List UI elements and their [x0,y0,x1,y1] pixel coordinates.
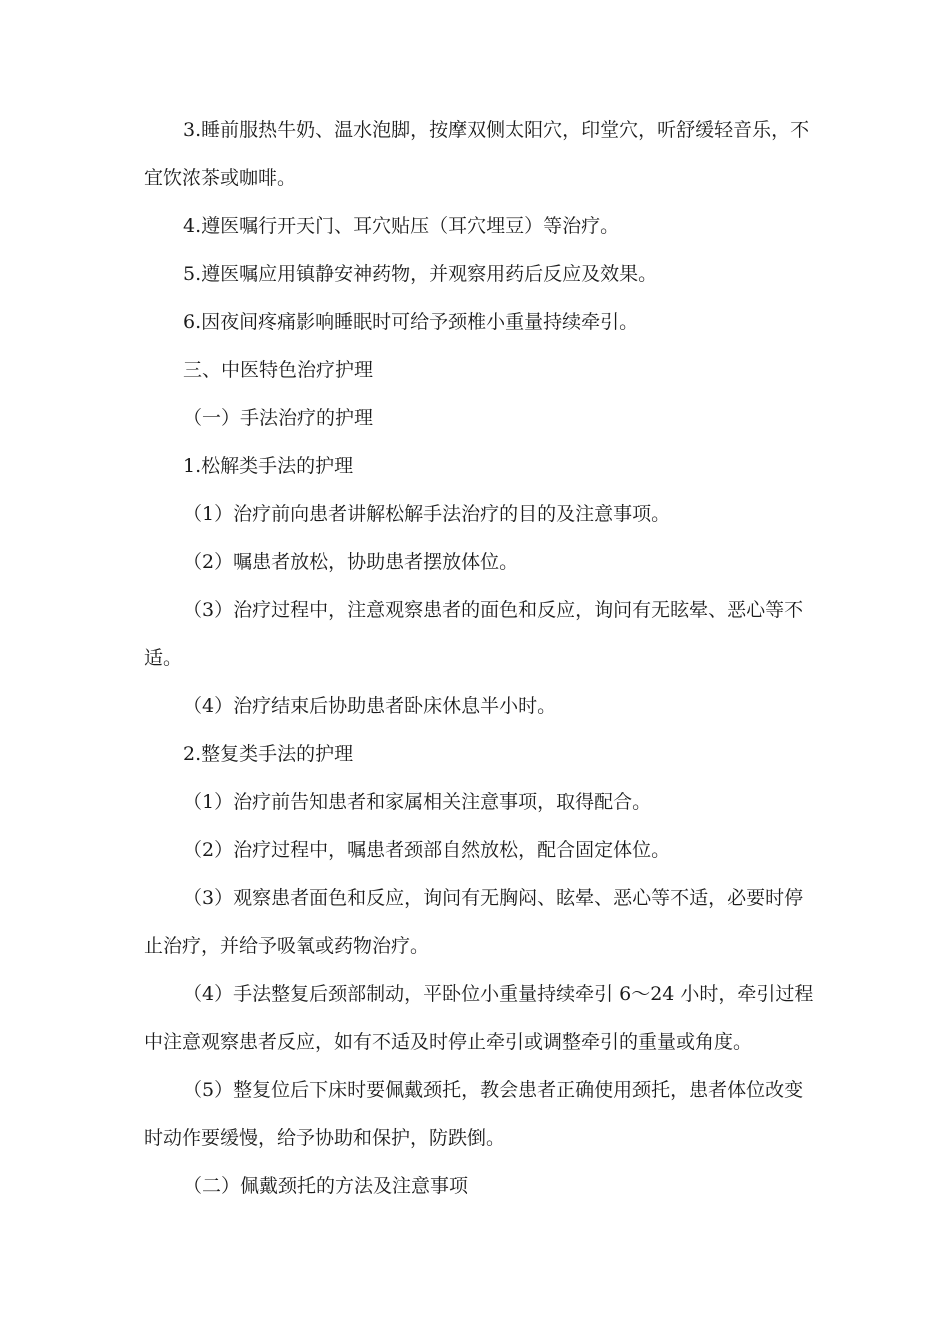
subsection-heading: 2.整复类手法的护理 [183,743,354,765]
paragraph-line: 4.遵医嘱行开天门、耳穴贴压（耳穴埋豆）等治疗。 [183,215,620,237]
paragraph-line: 宜饮浓茶或咖啡。 [144,167,297,189]
paragraph-line: 时动作要缓慢，给予协助和保护，防跌倒。 [144,1127,506,1149]
paragraph-line: 中注意观察患者反应，如有不适及时停止牵引或调整牵引的重量或角度。 [144,1031,753,1053]
paragraph-line: 3.睡前服热牛奶、温水泡脚，按摩双侧太阳穴，印堂穴，听舒缓轻音乐，不 [183,119,810,141]
paragraph-line: （4）手法整复后颈部制动，平卧位小重量持续牵引 6～24 小时，牵引过程 [183,983,814,1005]
paragraph-line: （3）治疗过程中，注意观察患者的面色和反应，询问有无眩晕、恶心等不 [183,599,804,621]
paragraph-line: （2）嘱患者放松，协助患者摆放体位。 [183,551,519,573]
paragraph-line: 6.因夜间疼痛影响睡眠时可给予颈椎小重量持续牵引。 [183,311,639,333]
paragraph-line: 适。 [144,647,183,669]
paragraph-line: （1）治疗前告知患者和家属相关注意事项，取得配合。 [183,791,652,813]
paragraph-line: 止治疗，并给予吸氧或药物治疗。 [144,935,430,957]
subsection-heading: （一）手法治疗的护理 [183,407,374,429]
paragraph-line: （5）整复位后下床时要佩戴颈托，教会患者正确使用颈托，患者体位改变 [183,1079,804,1101]
paragraph-line: （3）观察患者面色和反应，询问有无胸闷、眩晕、恶心等不适，必要时停 [183,887,804,909]
section-heading: 三、中医特色治疗护理 [183,359,374,381]
subsection-heading: 1.松解类手法的护理 [183,455,354,477]
paragraph-line: （1）治疗前向患者讲解松解手法治疗的目的及注意事项。 [183,503,671,525]
paragraph-line: （4）治疗结束后协助患者卧床休息半小时。 [183,695,557,717]
subsection-heading: （二）佩戴颈托的方法及注意事项 [183,1175,469,1197]
paragraph-line: 5.遵医嘱应用镇静安神药物，并观察用药后反应及效果。 [183,263,658,285]
paragraph-line: （2）治疗过程中，嘱患者颈部自然放松，配合固定体位。 [183,839,671,861]
